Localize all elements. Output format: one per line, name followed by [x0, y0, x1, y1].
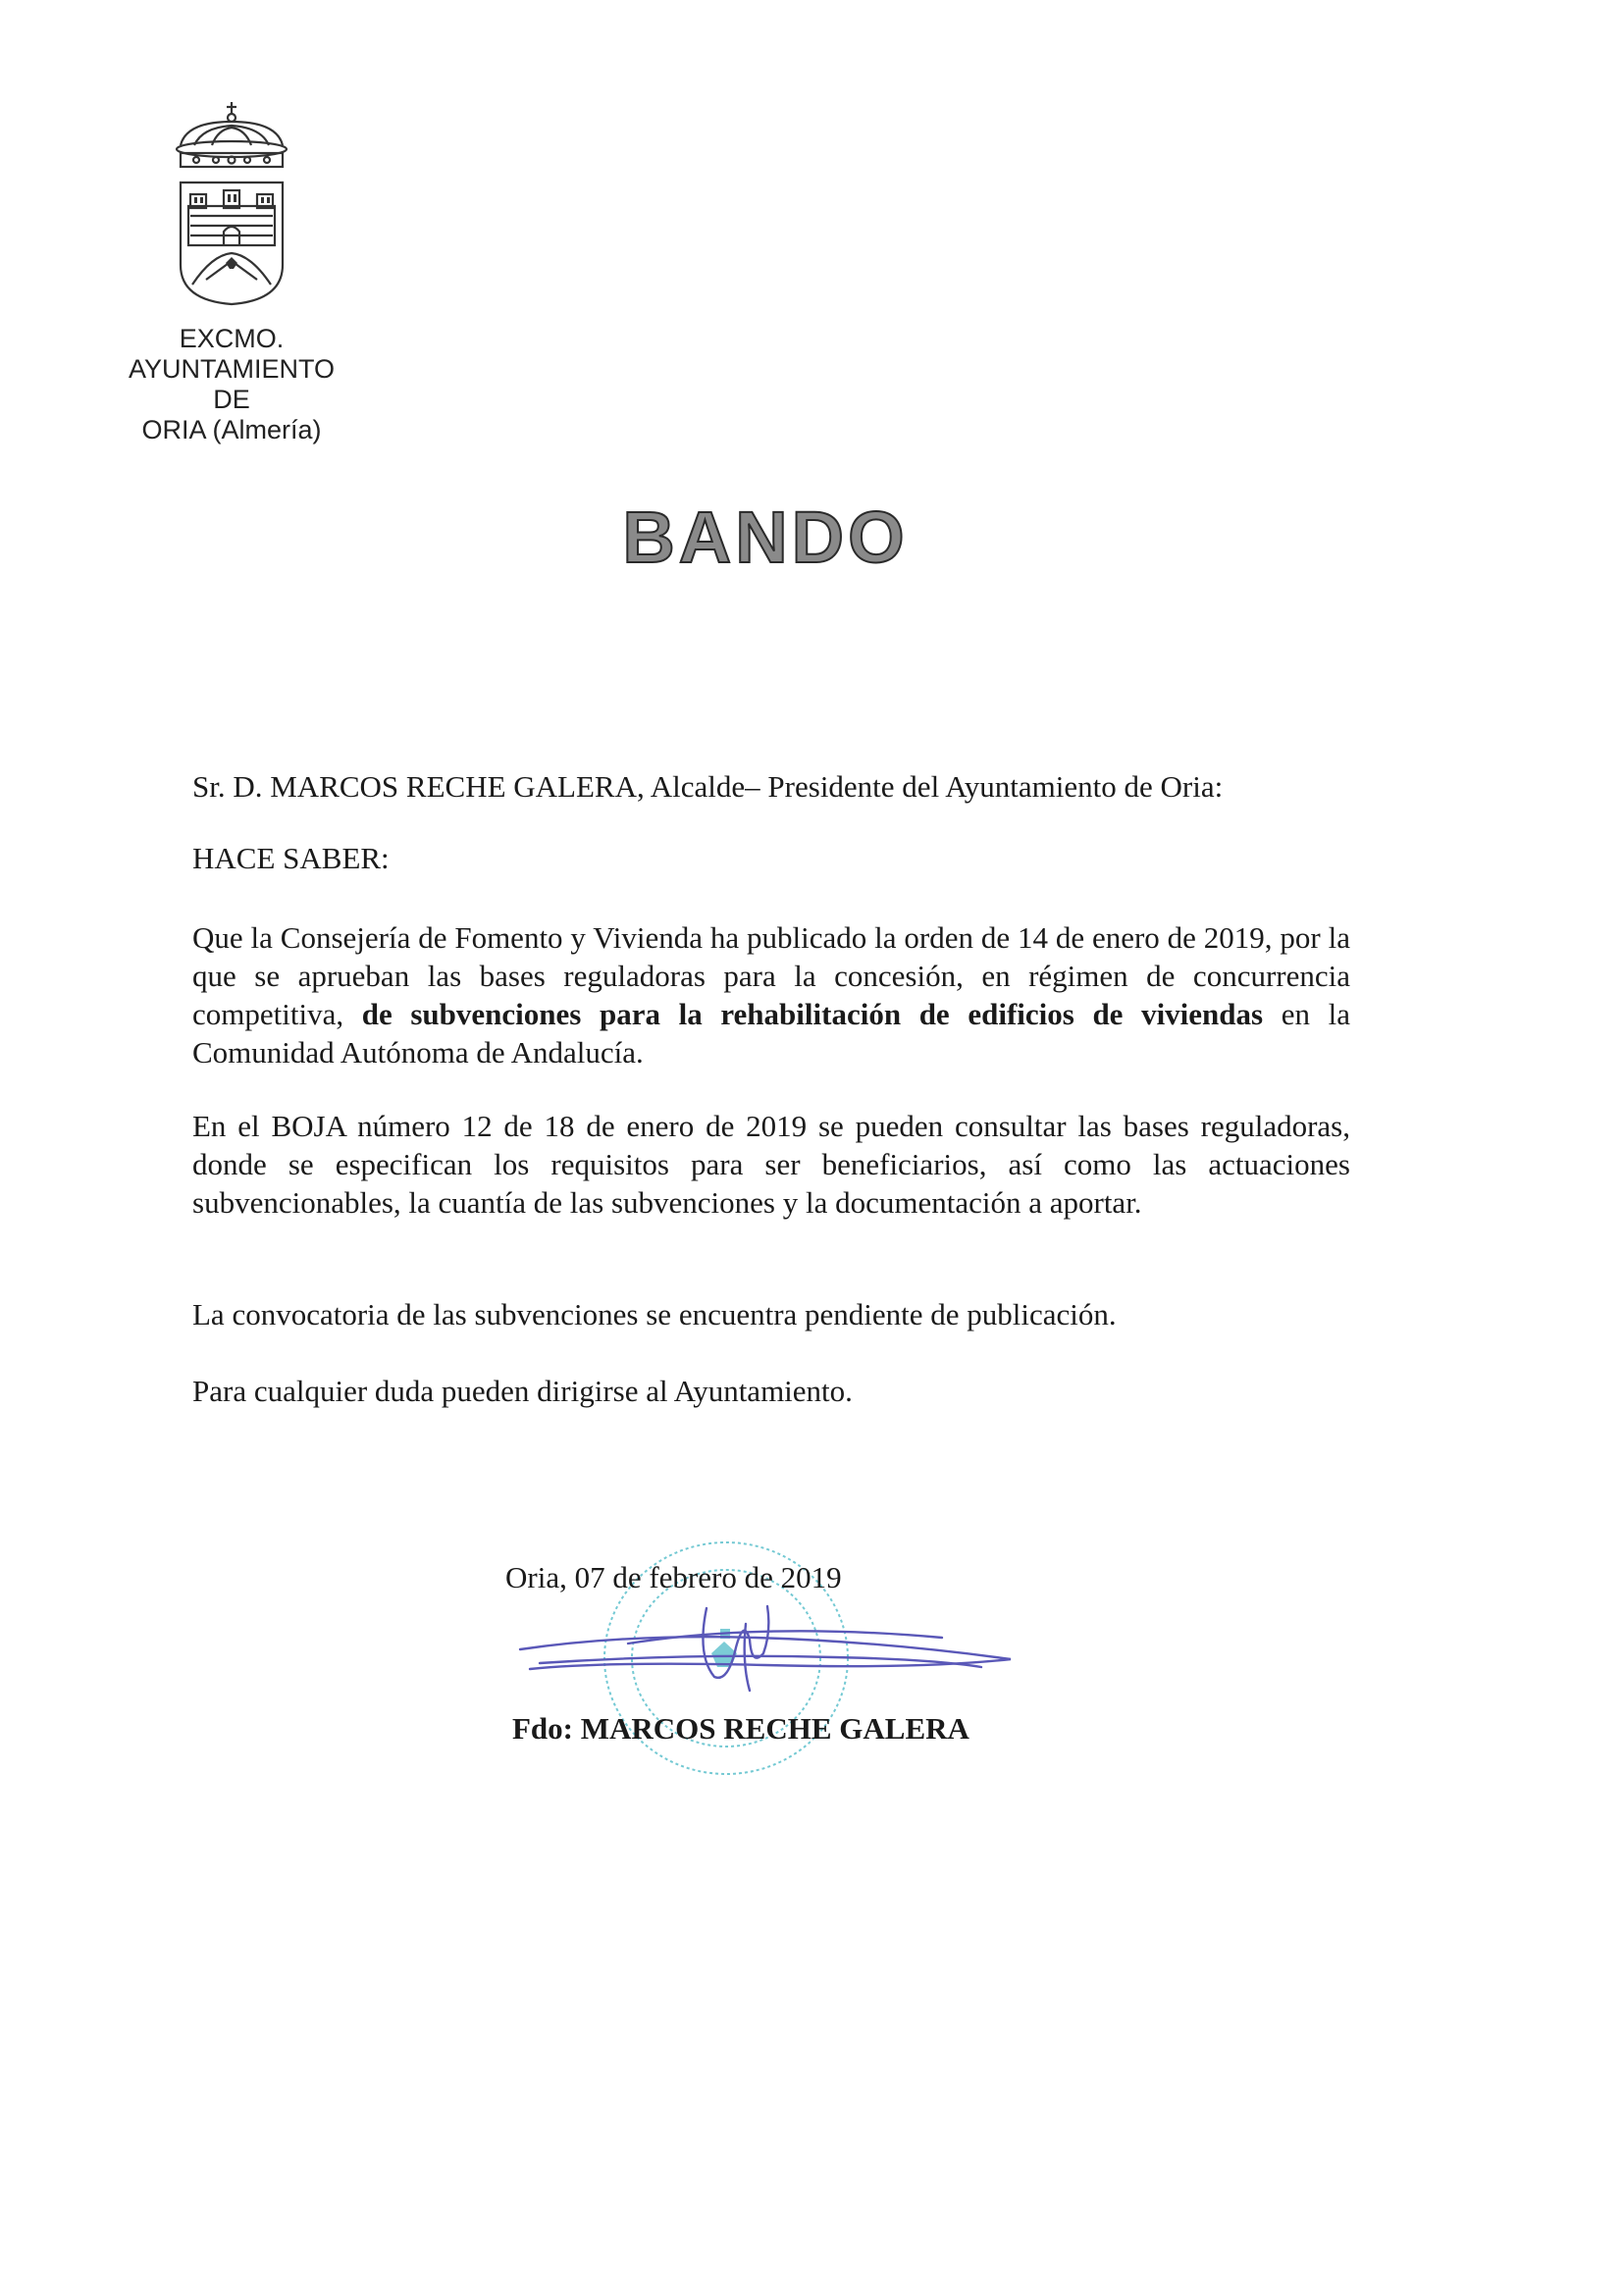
paragraph-4: Para cualquier duda pueden dirigirse al Ayuntamiento. — [192, 1374, 853, 1408]
salutation: Sr. D. MARCOS RECHE GALERA, Alcalde– Presidente del Ayuntamiento de Oria: — [192, 769, 1224, 804]
announcement: HACE SABER: — [192, 841, 390, 875]
paragraph-1-text: Que la Consejería de Fomento y Vivienda ha publicado la orden de 14 de enero de 2019, por la que se aprueban las bases reguladoras para la concesión, en régimen de concurrencia competitiva, — [192, 920, 1350, 1031]
paragraph-1-bold-text: de subvenciones para la rehabilitación de edificios de viviendas — [361, 997, 1264, 1031]
header-line-2: AYUNTAMIENTO — [128, 354, 335, 384]
place-and-date: Oria, 07 de febrero de 2019 — [505, 1560, 842, 1594]
paragraph-1 — [192, 918, 1350, 1071]
document-title: BANDO — [622, 496, 909, 578]
institution-header — [94, 324, 369, 445]
paragraph-1-text-end: en la Comunidad Autónoma de Andalucía. — [192, 997, 1351, 1070]
paragraph-3: La convocatoria de las subvenciones se encuentra pendiente de publicación. — [192, 1297, 1117, 1331]
header-line-4: ORIA (Almería) — [141, 415, 322, 444]
signer-name: Fdo: MARCOS RECHE GALERA — [512, 1711, 969, 1746]
header-line-1: EXCMO. — [179, 324, 285, 353]
paragraph-2: En el BOJA número 12 de 18 de enero de 2019 se pueden consultar las bases reguladoras, donde se especifican los requisitos para ser beneficiarios, así como las actuaciones subvencionables, la cuantía de las subvenciones y la documentación a aportar. — [192, 1109, 1350, 1220]
coat-of-arms-icon — [173, 98, 290, 306]
header-line-3: DE — [213, 385, 250, 414]
